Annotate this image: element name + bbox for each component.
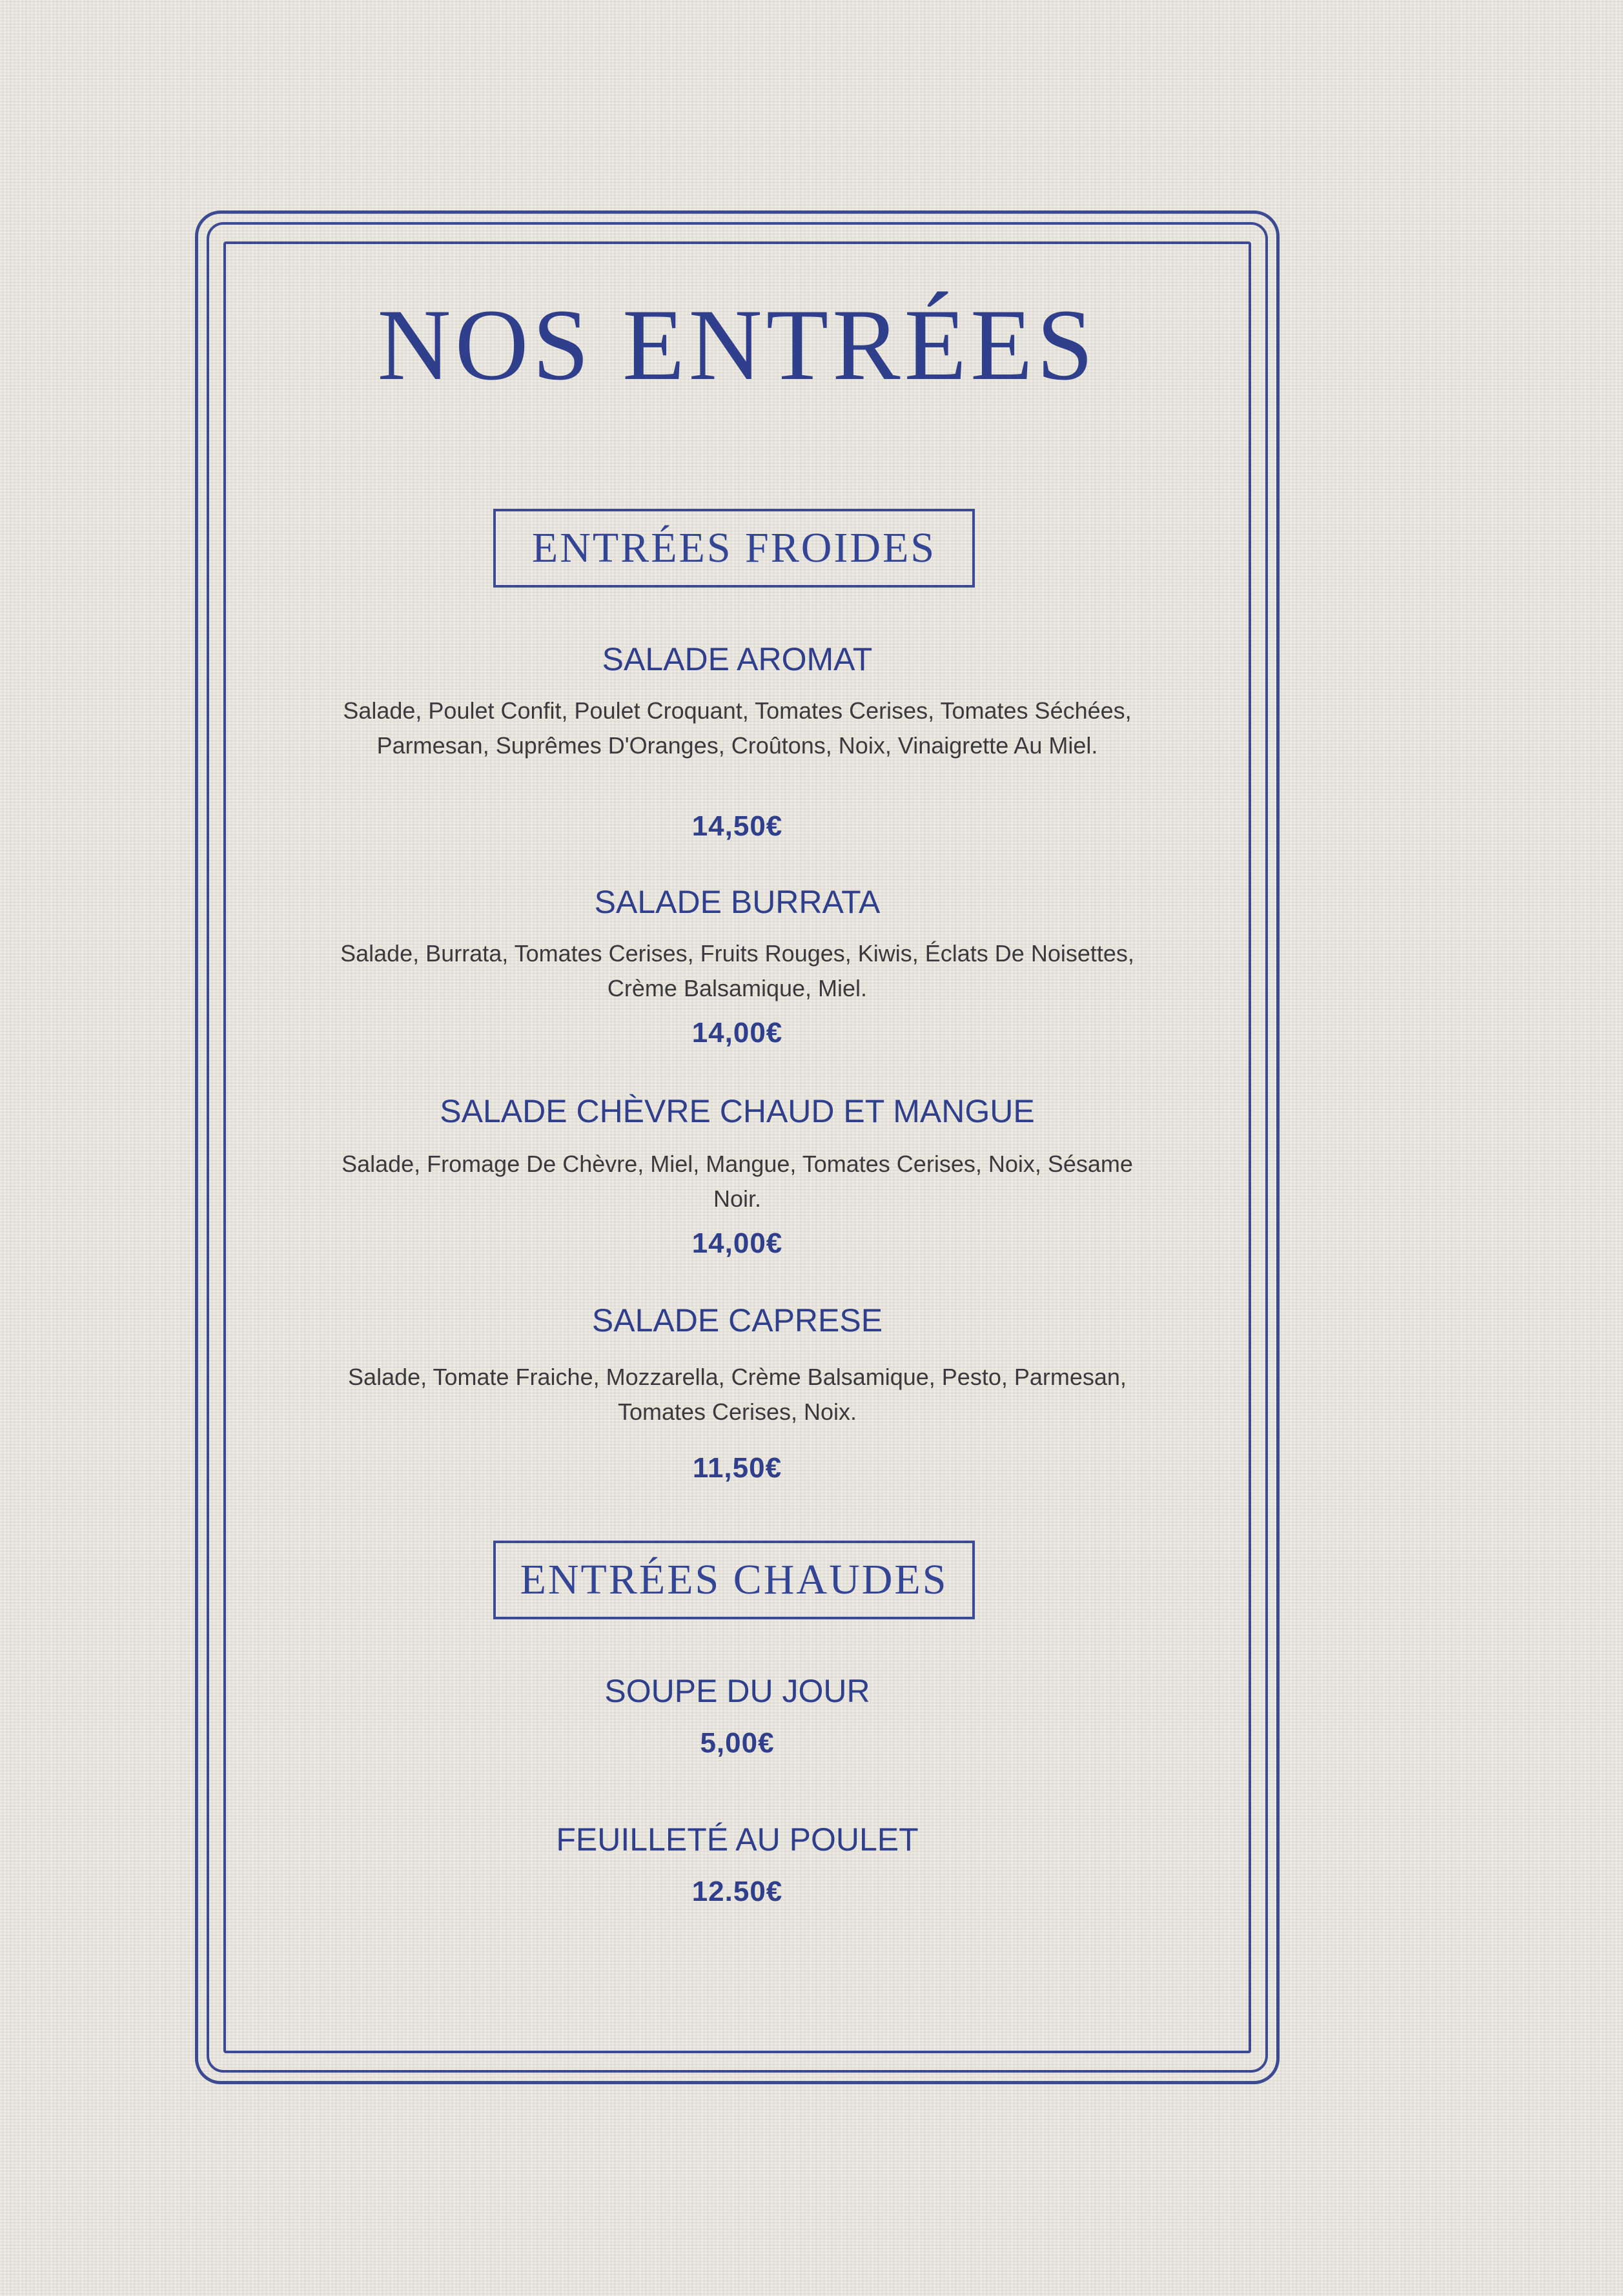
dish-price: 12.50€ — [691, 1876, 783, 1907]
dish-name: SALADE BURRATA — [594, 884, 881, 920]
dish-name: SOUPE DU JOUR — [604, 1673, 870, 1709]
dish-price: 14,00€ — [691, 1017, 783, 1049]
dish-description: Salade, Tomate Fraiche, Mozzarella, Crème Balsamique, Pesto, Parmesan, Tomates Cerises, Noix. — [348, 1364, 1127, 1425]
dish-name: SALADE CHÈVRE CHAUD ET MANGUE — [440, 1093, 1035, 1129]
dish-name: FEUILLETÉ AU POULET — [556, 1821, 919, 1858]
dish-description: Salade, Fromage De Chèvre, Miel, Mangue, Tomates Cerises, Noix, Sésame Noir. — [342, 1151, 1133, 1212]
dish-description: Salade, Poulet Confit, Poulet Croquant, Tomates Cerises, Tomates Séchées, Parmesan, Suprêmes D'Oranges, Croûtons, Noix, Vinaigrette Au Miel. — [343, 697, 1132, 759]
dish-name: SALADE AROMAT — [602, 641, 873, 677]
dish-name: SALADE CAPRESE — [591, 1302, 883, 1338]
dish-price: 5,00€ — [700, 1727, 775, 1759]
section-heading-hot: ENTRÉES CHAUDES — [493, 1541, 975, 1619]
dish-price: 14,50€ — [691, 810, 783, 842]
section-heading-cold: ENTRÉES FROIDES — [493, 509, 975, 588]
dish-price: 14,00€ — [691, 1227, 783, 1259]
dish-price: 11,50€ — [692, 1452, 782, 1484]
dish-description: Salade, Burrata, Tomates Cerises, Fruits Rouges, Kiwis, Éclats De Noisettes, Crème Balsamique, Miel. — [340, 940, 1134, 1001]
page-title: NOS ENTRÉES — [377, 289, 1097, 402]
